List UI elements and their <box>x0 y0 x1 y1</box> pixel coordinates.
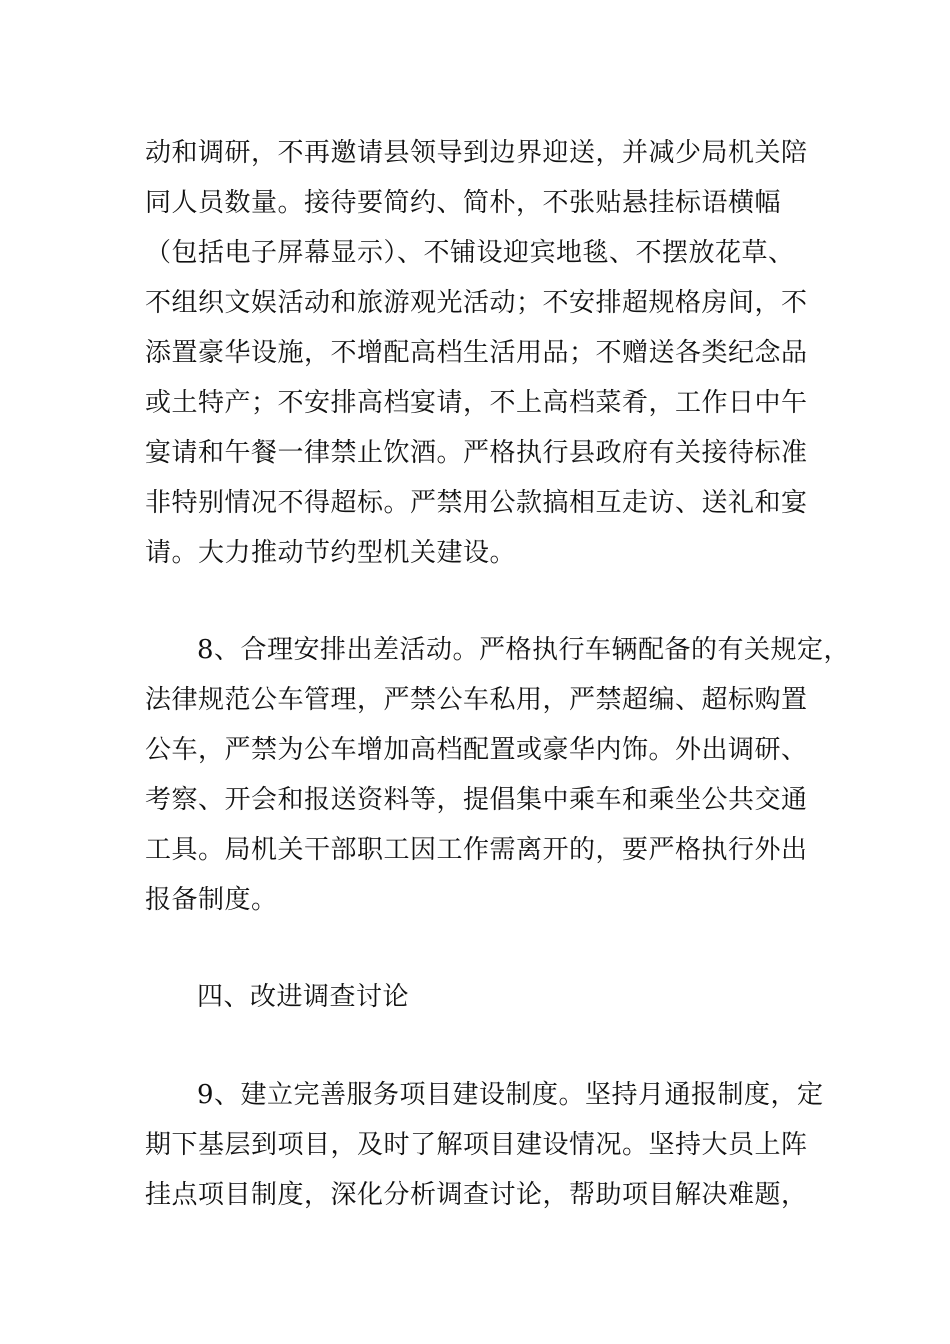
paragraph-line: 同人员数量。接待要简约、简朴，不张贴悬挂标语横幅 <box>145 188 782 218</box>
paragraph-line: 动和调研，不再邀请县领导到边界迎送，并减少局机关陪 <box>145 138 808 168</box>
paragraph-line: 报备制度。 <box>145 885 278 915</box>
paragraph-line: 8、合理安排出差活动。严格执行车辆配备的有关规定， <box>197 635 851 665</box>
paragraph-line: 宴请和午餐一律禁止饮酒。严格执行县政府有关接待标准 <box>145 438 808 468</box>
paragraph-line: 非特别情况不得超标。严禁用公款搞相互走访、送礼和宴 <box>145 488 808 518</box>
paragraph-line: 挂点项目制度，深化分析调查讨论，帮助项目解决难题， <box>145 1180 808 1210</box>
paragraph-line: 考察、开会和报送资料等，提倡集中乘车和乘坐公共交通 <box>145 785 808 815</box>
paragraph-line: 法律规范公车管理，严禁公车私用，严禁超编、超标购置 <box>145 685 808 715</box>
section-heading: 四、改进调查讨论 <box>197 982 410 1012</box>
paragraph-line: 工具。局机关干部职工因工作需离开的，要严格执行外出 <box>145 835 808 865</box>
paragraph-line: 请。大力推动节约型机关建设。 <box>145 538 517 568</box>
paragraph-line: 不组织文娱活动和旅游观光活动；不安排超规格房间，不 <box>145 288 808 318</box>
paragraph-line: 或土特产；不安排高档宴请，不上高档菜肴，工作日中午 <box>145 388 808 418</box>
paragraph-line: 公车，严禁为公车增加高档配置或豪华内饰。外出调研、 <box>145 735 808 765</box>
paragraph-line: 9、建立完善服务项目建设制度。坚持月通报制度，定 <box>197 1080 824 1110</box>
paragraph-line: 期下基层到项目，及时了解项目建设情况。坚持大员上阵 <box>145 1130 808 1160</box>
paragraph-line: 添置豪华设施，不增配高档生活用品；不赠送各类纪念品 <box>145 338 808 368</box>
paragraph-line: （包括电子屏幕显示）、不铺设迎宾地毯、不摆放花草、 <box>145 238 795 268</box>
